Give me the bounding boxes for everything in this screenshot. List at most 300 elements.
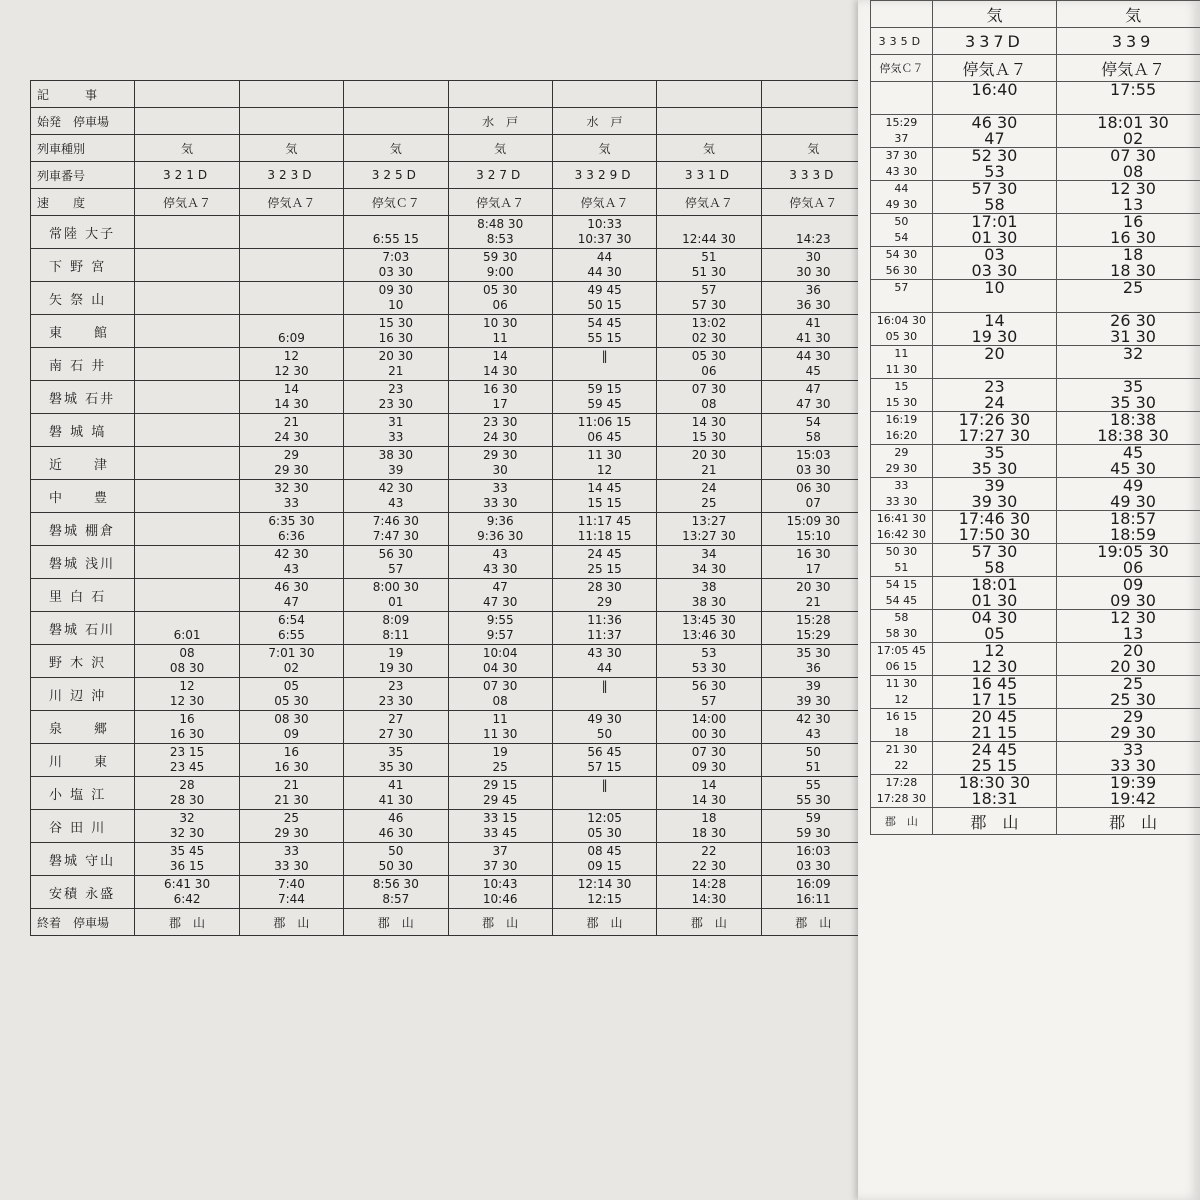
time-stack xyxy=(871,280,932,312)
time-stack xyxy=(240,216,343,248)
right-station-row xyxy=(871,115,1200,148)
arrival-time: 36 xyxy=(805,283,821,297)
departure-time: 23 45 xyxy=(169,760,205,774)
station-row xyxy=(31,315,866,348)
time-stack xyxy=(240,711,343,743)
time-stack xyxy=(657,282,760,314)
time-cell xyxy=(761,414,865,447)
time-stack xyxy=(344,645,447,677)
departure-time xyxy=(871,98,932,114)
arrival-time: 7:01 30 xyxy=(268,646,315,660)
arrival-time: 19 xyxy=(492,745,508,759)
time-cell xyxy=(761,876,865,909)
departure-time: 18:31 xyxy=(971,789,1018,808)
time-stack xyxy=(449,414,552,446)
station-name: 野 木 沢 xyxy=(31,645,135,678)
right-time-cell xyxy=(932,742,1056,775)
departure-time: 09 30 xyxy=(691,760,727,774)
station-row xyxy=(31,414,866,447)
station-row xyxy=(31,810,866,843)
time-stack xyxy=(449,579,552,611)
time-stack xyxy=(762,216,865,248)
train-number-cell: 321D xyxy=(135,162,239,189)
station-row xyxy=(31,348,866,381)
arrival-time xyxy=(762,217,865,232)
row-label: 速 度 xyxy=(31,189,135,216)
departure-time: 06 xyxy=(701,364,717,378)
row-label: 始発 停車場 xyxy=(31,108,135,135)
arrival-time: 51 xyxy=(701,250,717,264)
right-station-row xyxy=(871,577,1200,610)
right-time-cell xyxy=(932,115,1056,148)
time-cell xyxy=(239,711,343,744)
arrival-time: 31 xyxy=(388,415,404,429)
time-stack xyxy=(762,777,865,809)
departure-time: 15:10 xyxy=(796,529,831,543)
departure-time: 13 xyxy=(1122,624,1144,643)
time-stack xyxy=(344,282,447,314)
time-cell xyxy=(552,447,656,480)
arrival-time: ‖ xyxy=(601,349,608,363)
time-stack xyxy=(871,577,932,609)
arrival-time: 16 xyxy=(1122,213,1144,231)
right-time-cell xyxy=(871,346,933,379)
departure-time: 08 xyxy=(1122,162,1144,181)
time-stack xyxy=(449,612,552,644)
arrival-time: 50 xyxy=(388,844,404,858)
departure-time: 41 30 xyxy=(378,793,413,807)
departure-time: 33 xyxy=(283,496,300,510)
time-cell xyxy=(657,612,761,645)
departure-time: 08 xyxy=(492,694,508,708)
train--cell xyxy=(344,81,448,108)
departure-time: 15 15 xyxy=(587,496,622,510)
time-cell xyxy=(552,777,656,810)
time-stack xyxy=(1057,346,1200,378)
departure-time: 09 30 xyxy=(1110,591,1156,610)
time-cell xyxy=(239,579,343,612)
arrival-time: 22 xyxy=(701,844,717,858)
time-cell xyxy=(239,447,343,480)
time-stack xyxy=(449,678,552,710)
station-row xyxy=(31,480,866,513)
right-station-row xyxy=(871,643,1200,676)
arrival-time: 12 xyxy=(179,679,195,693)
departure-time: 07 xyxy=(805,496,821,510)
station-name: 磐城 守山 xyxy=(31,843,135,876)
departure-time: 14 30 xyxy=(274,397,309,411)
time-cell xyxy=(135,480,239,513)
departure-time: 17:50 30 xyxy=(958,525,1031,544)
departure-time: 30 xyxy=(492,463,508,477)
departure-time: 54 45 xyxy=(885,594,918,607)
time-cell xyxy=(657,645,761,678)
time-cell xyxy=(657,315,761,348)
arrival-time xyxy=(135,481,238,496)
departure-time: 25 xyxy=(492,760,508,774)
arrival-time: 16:40 xyxy=(971,81,1018,99)
time-cell xyxy=(448,480,552,513)
departure-time: 41 30 xyxy=(796,331,831,345)
right-station-row xyxy=(871,412,1200,445)
right-header-row xyxy=(871,1,1200,28)
time-cell xyxy=(239,612,343,645)
departure-time: 03 30 xyxy=(971,261,1018,280)
arrival-time: 17:01 xyxy=(971,213,1018,231)
time-stack xyxy=(135,216,238,248)
time-stack xyxy=(344,678,447,710)
time-stack xyxy=(1057,214,1200,246)
time-stack xyxy=(871,610,932,642)
departure-time: 03 30 xyxy=(378,265,413,279)
time-stack xyxy=(1057,775,1200,807)
station-row xyxy=(31,381,866,414)
time-stack xyxy=(1057,148,1200,180)
arrival-time: 57 30 xyxy=(971,180,1018,198)
time-cell xyxy=(344,315,448,348)
departure-time: 06 15 xyxy=(885,660,918,673)
time-stack xyxy=(871,148,932,180)
time-stack xyxy=(871,82,932,114)
time-stack xyxy=(657,348,760,380)
departure-time: 57 xyxy=(701,694,717,708)
arrival-time: 08 45 xyxy=(587,844,622,858)
time-stack xyxy=(933,280,1056,312)
departure-time: 25 xyxy=(701,496,717,510)
time-cell xyxy=(552,579,656,612)
arrival-time: 9:36 xyxy=(486,514,514,528)
train-type-cell: 気 xyxy=(761,135,865,162)
train-origin-cell xyxy=(239,108,343,135)
train-speed-cell: 停気Ｃ７ xyxy=(344,189,448,216)
time-cell xyxy=(448,381,552,414)
arrival-time: 04 30 xyxy=(971,609,1018,627)
time-cell xyxy=(239,645,343,678)
time-cell xyxy=(761,546,865,579)
train-number-cell: 331D xyxy=(657,162,761,189)
time-stack xyxy=(657,645,760,677)
departure-time: 49 30 xyxy=(1110,492,1156,511)
departure-time: 12 30 xyxy=(971,657,1018,676)
arrival-time xyxy=(240,250,343,265)
time-cell xyxy=(657,579,761,612)
train-type-cell: 気 xyxy=(552,135,656,162)
right-time-cell xyxy=(932,478,1056,511)
right-time-cell xyxy=(1057,445,1200,478)
arrival-time: 49 30 xyxy=(587,712,622,726)
arrival-time: 14 xyxy=(492,349,508,363)
train-origin-cell xyxy=(344,108,448,135)
departure-time: 8:57 xyxy=(382,892,410,906)
arrival-time: 56 45 xyxy=(587,745,622,759)
departure-time: 13:46 30 xyxy=(682,628,736,642)
time-cell xyxy=(657,876,761,909)
arrival-time xyxy=(135,349,238,364)
time-cell xyxy=(552,216,656,249)
right-time-cell xyxy=(871,610,933,643)
time-cell xyxy=(448,282,552,315)
train-origin-cell xyxy=(761,108,865,135)
departure-time xyxy=(933,296,1056,312)
arrival-time: 41 xyxy=(388,778,404,792)
departure-time: 43 30 xyxy=(483,562,518,576)
time-stack xyxy=(657,216,760,248)
right-terminus-cell: 郡 山 xyxy=(932,808,1056,835)
arrival-time: 09 xyxy=(1122,576,1144,594)
departure-time: 25 15 xyxy=(971,756,1018,775)
time-cell xyxy=(448,612,552,645)
right-time-cell xyxy=(932,148,1056,181)
departure-time: 35 30 xyxy=(971,459,1018,478)
time-cell xyxy=(552,480,656,513)
time-stack xyxy=(1057,181,1200,213)
arrival-time: 23 xyxy=(388,382,404,396)
right-header-row xyxy=(871,55,1200,82)
arrival-time xyxy=(135,448,238,463)
departure-time xyxy=(553,793,656,808)
departure-time: 18 xyxy=(894,726,909,739)
time-stack xyxy=(1057,577,1200,609)
station-name: 東 館 xyxy=(31,315,135,348)
time-cell xyxy=(761,216,865,249)
time-stack xyxy=(240,348,343,380)
time-cell xyxy=(657,216,761,249)
departure-time: 15 30 xyxy=(691,430,727,444)
time-stack xyxy=(657,381,760,413)
time-stack xyxy=(762,546,865,578)
time-cell xyxy=(239,414,343,447)
right-time-cell xyxy=(932,412,1056,445)
arrival-time: 16 30 xyxy=(796,547,831,561)
arrival-time: 25 xyxy=(1122,675,1144,693)
departure-time: 29 xyxy=(596,595,613,609)
arrival-time: 07 30 xyxy=(1110,147,1156,165)
right-station-row xyxy=(871,775,1200,808)
arrival-time: 38 30 xyxy=(378,448,413,462)
time-cell xyxy=(448,744,552,777)
station-row xyxy=(31,447,866,480)
right-header-row xyxy=(871,808,1200,835)
departure-time: 11 30 xyxy=(483,727,518,741)
time-stack xyxy=(135,810,238,842)
arrival-time: 29 xyxy=(1122,708,1144,726)
arrival-time: 14 xyxy=(984,312,1005,330)
arrival-time: 43 xyxy=(492,547,508,561)
time-cell xyxy=(448,249,552,282)
right-time-cell xyxy=(871,445,933,478)
arrival-time: 54 15 xyxy=(885,578,918,591)
time-stack xyxy=(553,678,656,710)
time-cell xyxy=(448,315,552,348)
time-stack xyxy=(449,645,552,677)
arrival-time: 44 xyxy=(596,250,613,264)
time-stack xyxy=(553,381,656,413)
arrival-time: 25 xyxy=(1122,279,1144,297)
right-station-row xyxy=(871,181,1200,214)
arrival-time: 16 xyxy=(283,745,300,759)
departure-time xyxy=(135,463,238,478)
arrival-time: 18:01 30 xyxy=(1097,114,1169,132)
time-stack xyxy=(1057,82,1200,114)
departure-time xyxy=(135,496,238,511)
departure-time: 06 45 xyxy=(587,430,622,444)
arrival-time xyxy=(135,415,238,430)
arrival-time: 53 xyxy=(701,646,717,660)
arrival-time: 20 45 xyxy=(971,708,1018,726)
right-time-cell xyxy=(871,676,933,709)
departure-time: 46 30 xyxy=(378,826,413,840)
right-type-cell: 気 xyxy=(1057,1,1200,28)
time-cell xyxy=(761,480,865,513)
arrival-time: 21 30 xyxy=(885,743,918,756)
time-cell xyxy=(761,579,865,612)
right-time-cell xyxy=(871,478,933,511)
time-cell xyxy=(448,711,552,744)
right-station-row xyxy=(871,478,1200,511)
right-time-cell xyxy=(871,511,933,544)
arrival-time: 49 xyxy=(1122,477,1144,495)
train-number-cell: 327D xyxy=(448,162,552,189)
time-stack xyxy=(762,579,865,611)
arrival-time: 15:28 xyxy=(796,613,831,627)
right-time-cell xyxy=(932,445,1056,478)
right-terminus-cell: 郡 山 xyxy=(871,808,933,835)
header-row xyxy=(31,81,866,108)
departure-time: 33 30 xyxy=(885,495,918,508)
station-row xyxy=(31,645,866,678)
header-row xyxy=(31,135,866,162)
departure-time: 04 30 xyxy=(483,661,518,675)
right-time-cell xyxy=(1057,148,1200,181)
time-stack xyxy=(135,546,238,578)
time-stack xyxy=(240,645,343,677)
time-cell xyxy=(761,282,865,315)
time-stack xyxy=(1057,742,1200,774)
time-stack xyxy=(135,612,238,644)
train-type-cell: 気 xyxy=(448,135,552,162)
train-speed-cell: 停気Ａ７ xyxy=(657,189,761,216)
time-cell xyxy=(657,810,761,843)
time-stack xyxy=(871,775,932,807)
departure-time: 10:46 xyxy=(482,892,518,906)
right-station-row xyxy=(871,511,1200,544)
time-stack xyxy=(240,876,343,908)
train-number-cell: 3329D xyxy=(552,162,656,189)
arrival-time: 56 30 xyxy=(691,679,727,693)
departure-time: 12:44 30 xyxy=(682,232,736,246)
arrival-time: 14 xyxy=(283,382,300,396)
train--cell xyxy=(761,81,865,108)
departure-time: 02 xyxy=(283,661,300,675)
arrival-time: 18:38 xyxy=(1110,411,1157,429)
departure-time: 17 15 xyxy=(971,690,1018,709)
time-cell xyxy=(239,513,343,546)
arrival-time: 16 xyxy=(179,712,195,726)
arrival-time: 37 30 xyxy=(885,149,918,162)
time-stack xyxy=(240,678,343,710)
right-time-cell xyxy=(932,544,1056,577)
time-stack xyxy=(657,249,760,281)
right-time-cell xyxy=(932,247,1056,280)
time-stack xyxy=(933,214,1056,246)
right-time-cell xyxy=(932,709,1056,742)
departure-time: 08 30 xyxy=(169,661,205,675)
arrival-time: 54 45 xyxy=(587,316,622,330)
departure-time: 24 30 xyxy=(274,430,309,444)
time-stack xyxy=(933,412,1056,444)
arrival-time: 42 30 xyxy=(378,481,413,495)
arrival-time: 57 xyxy=(894,281,909,294)
arrival-time: 16:03 xyxy=(796,844,831,858)
arrival-time: 8:09 xyxy=(382,613,410,627)
arrival-time: 14:00 xyxy=(691,712,727,726)
time-cell xyxy=(761,810,865,843)
time-cell xyxy=(552,843,656,876)
arrival-time: 15 30 xyxy=(378,316,413,330)
arrival-time: 10:04 xyxy=(482,646,518,660)
arrival-time: 12 xyxy=(984,642,1005,660)
departure-time: 37 xyxy=(894,132,909,145)
train--cell xyxy=(657,81,761,108)
arrival-time: 19 xyxy=(388,646,404,660)
right-time-cell xyxy=(1057,544,1200,577)
train--cell xyxy=(239,81,343,108)
time-stack xyxy=(657,876,760,908)
time-stack xyxy=(449,480,552,512)
time-cell xyxy=(239,480,343,513)
departure-time: 11 xyxy=(492,331,508,345)
time-stack xyxy=(1057,445,1200,477)
time-stack xyxy=(240,612,343,644)
departure-time xyxy=(135,562,238,577)
departure-time: 10:37 30 xyxy=(577,232,632,246)
time-stack xyxy=(344,513,447,545)
right-time-cell xyxy=(1057,346,1200,379)
time-stack xyxy=(240,513,343,545)
arrival-time: 19:05 30 xyxy=(1097,543,1169,561)
time-stack xyxy=(240,843,343,875)
time-stack xyxy=(240,480,343,512)
arrival-time: 11:06 15 xyxy=(577,415,632,429)
departure-time: 58 xyxy=(984,195,1005,214)
arrival-time: 18:57 xyxy=(1110,510,1157,528)
arrival-time: 03 xyxy=(984,246,1005,264)
departure-time: 11:37 xyxy=(587,628,622,642)
time-stack xyxy=(933,742,1056,774)
arrival-time: 08 xyxy=(179,646,195,660)
departure-time: 23 30 xyxy=(378,694,413,708)
time-stack xyxy=(762,645,865,677)
timetable-left xyxy=(30,80,866,936)
departure-time: 47 xyxy=(984,129,1005,148)
right-station-row xyxy=(871,709,1200,742)
arrival-time: 46 xyxy=(388,811,404,825)
time-stack xyxy=(657,480,760,512)
arrival-time: 55 xyxy=(805,778,821,792)
time-cell xyxy=(344,480,448,513)
time-stack xyxy=(240,249,343,281)
arrival-time: 17:26 30 xyxy=(958,411,1031,429)
arrival-time: 17:46 30 xyxy=(958,510,1031,528)
departure-time xyxy=(933,98,1056,114)
arrival-time xyxy=(135,283,238,298)
time-cell xyxy=(552,678,656,711)
departure-time: 39 30 xyxy=(796,694,831,708)
station-row xyxy=(31,249,866,282)
time-stack xyxy=(762,810,865,842)
right-time-cell xyxy=(871,742,933,775)
arrival-time: 28 30 xyxy=(587,580,622,594)
